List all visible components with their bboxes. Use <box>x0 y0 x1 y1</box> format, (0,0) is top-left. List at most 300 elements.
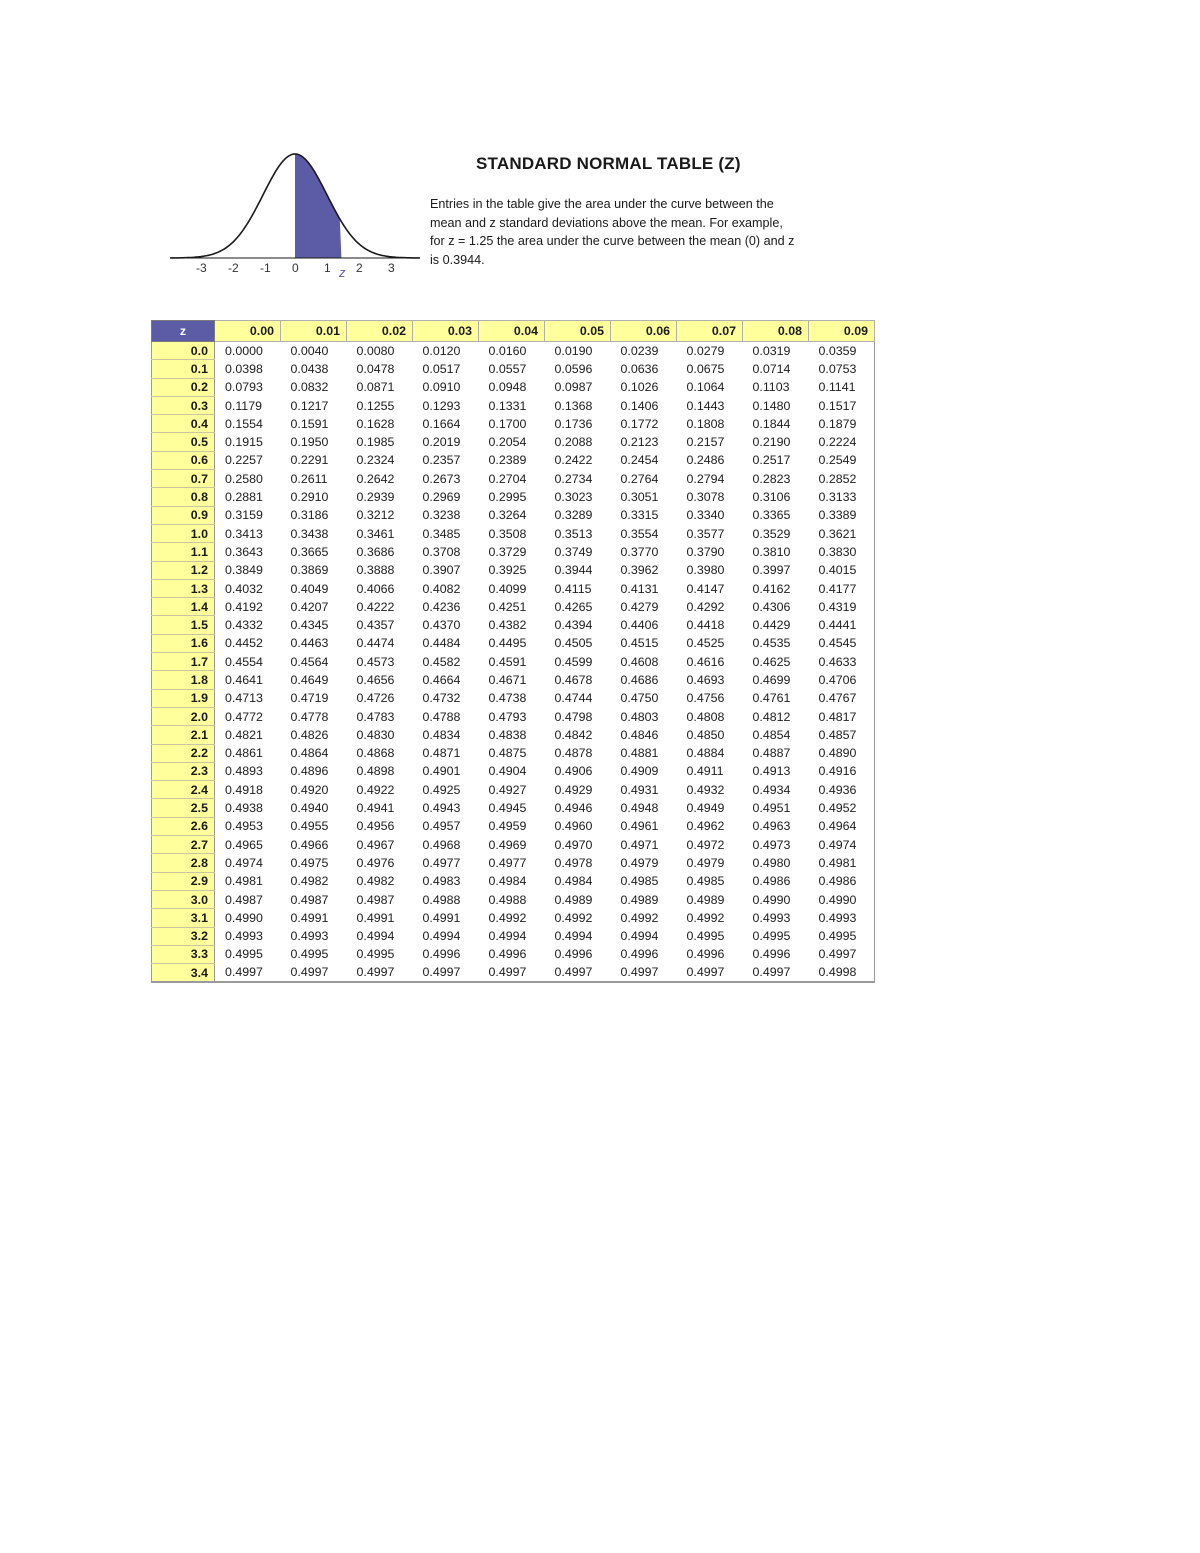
table-cell: 0.4545 <box>809 634 875 652</box>
table-cell: 0.1103 <box>752 380 790 395</box>
table-row <box>152 451 875 469</box>
table-cell: 0.4929 <box>554 782 593 797</box>
table-cell: 0.4750 <box>620 691 659 706</box>
table-row <box>152 671 875 689</box>
table-cell: 0.4505 <box>554 636 593 651</box>
table-cell: 0.4901 <box>422 764 461 779</box>
table-cell: 0.1591 <box>290 416 329 431</box>
table-cell: 0.3665 <box>290 544 329 559</box>
table-cell: 0.4881 <box>620 746 659 761</box>
table-cell: 0.2088 <box>554 435 593 450</box>
table-cell: 0.0000 <box>225 343 263 358</box>
table-cell: 0.1736 <box>554 416 593 431</box>
table-cell: 0.4706 <box>809 671 875 689</box>
table-cell: 0.4418 <box>686 618 725 633</box>
table-cell: 0.2123 <box>620 435 659 450</box>
table-cell: 0.0438 <box>290 361 329 376</box>
page-title: STANDARD NORMAL TABLE (Z) <box>476 154 741 173</box>
table-cell: 0.3413 <box>225 526 263 541</box>
table-cell: 0.4936 <box>809 781 875 799</box>
row-header-z: 2.1 <box>152 726 215 744</box>
table-cell: 0.4990 <box>752 892 791 907</box>
table-cell: 0.3159 <box>225 508 263 523</box>
table-cell: 0.3997 <box>752 563 791 578</box>
table-cell: 0.4946 <box>554 801 593 816</box>
table-cell: 0.4864 <box>290 746 329 761</box>
table-cell: 0.3315 <box>620 508 659 523</box>
table-cell: 0.4821 <box>225 727 263 742</box>
table-row <box>152 561 875 579</box>
table-cell: 0.4985 <box>686 874 725 889</box>
table-cell: 0.4554 <box>225 654 263 669</box>
table-cell: 0.4991 <box>290 910 329 925</box>
z-marker-label: z <box>339 265 346 278</box>
table-cell: 0.4913 <box>752 764 791 779</box>
table-cell: 0.0120 <box>422 343 461 358</box>
table-cell: 0.4761 <box>752 691 791 706</box>
table-cell: 0.2549 <box>809 451 875 469</box>
table-row <box>152 524 875 542</box>
table-cell: 0.4162 <box>752 581 791 596</box>
table-cell: 0.4918 <box>225 782 263 797</box>
table-cell: 0.4345 <box>290 618 329 633</box>
table-cell: 0.2224 <box>809 433 875 451</box>
table-cell: 0.0910 <box>422 380 461 395</box>
table-cell: 0.2486 <box>686 453 725 468</box>
axis-tick-label: 0 <box>292 261 299 275</box>
table-cell: 0.4993 <box>290 929 329 944</box>
column-header: 0.00 <box>215 321 281 342</box>
table-cell: 0.4382 <box>488 618 527 633</box>
table-cell: 0.4878 <box>554 746 593 761</box>
table-cell: 0.4898 <box>356 764 395 779</box>
table-cell: 0.4495 <box>488 636 527 651</box>
table-cell: 0.3051 <box>620 490 659 505</box>
table-cell: 0.4967 <box>356 837 395 852</box>
table-cell: 0.4991 <box>422 910 461 925</box>
table-cell: 0.4192 <box>225 599 263 614</box>
table-cell: 0.4292 <box>686 599 725 614</box>
table-cell: 0.1255 <box>356 398 395 413</box>
table-cell: 0.4893 <box>225 764 263 779</box>
table-cell: 0.3729 <box>488 544 527 559</box>
row-header-z: 3.3 <box>152 945 215 963</box>
row-header-z: 3.2 <box>152 927 215 945</box>
table-row <box>152 689 875 707</box>
table-cell: 0.4987 <box>225 892 263 907</box>
table-cell: 0.1808 <box>686 416 725 431</box>
table-cell: 0.3962 <box>620 563 659 578</box>
table-cell: 0.4625 <box>752 654 791 669</box>
table-cell: 0.4955 <box>290 819 329 834</box>
table-cell: 0.4974 <box>225 855 263 870</box>
row-header-z: 0.9 <box>152 506 215 524</box>
table-cell: 0.4265 <box>554 599 593 614</box>
table-cell: 0.3133 <box>809 488 875 506</box>
table-cell: 0.4989 <box>686 892 725 907</box>
table-cell: 0.4671 <box>488 672 527 687</box>
table-cell: 0.2704 <box>488 471 527 486</box>
table-cell: 0.3980 <box>686 563 725 578</box>
table-row <box>152 470 875 488</box>
table-cell: 0.4842 <box>554 727 593 742</box>
table-cell: 0.4949 <box>686 801 725 816</box>
table-cell: 0.4838 <box>488 727 527 742</box>
table-row <box>152 964 875 983</box>
row-header-z: 0.6 <box>152 451 215 469</box>
table-cell: 0.4429 <box>752 618 791 633</box>
table-cell: 0.3749 <box>554 544 593 559</box>
table-cell: 0.0160 <box>488 343 527 358</box>
table-cell: 0.2642 <box>356 471 395 486</box>
table-cell: 0.4608 <box>620 654 659 669</box>
table-row <box>152 799 875 817</box>
table-cell: 0.4994 <box>620 929 659 944</box>
table-cell: 0.0080 <box>356 343 395 358</box>
table-cell: 0.4962 <box>686 819 725 834</box>
row-header-z: 1.8 <box>152 671 215 689</box>
row-header-z: 0.3 <box>152 396 215 414</box>
table-cell: 0.1331 <box>488 398 527 413</box>
table-cell: 0.2422 <box>554 453 593 468</box>
table-row <box>152 616 875 634</box>
table-cell: 0.4977 <box>488 855 527 870</box>
table-cell: 0.4719 <box>290 691 329 706</box>
table-cell: 0.4846 <box>620 727 659 742</box>
table-cell: 0.4990 <box>809 890 875 908</box>
table-cell: 0.4131 <box>620 581 659 596</box>
table-cell: 0.1517 <box>809 396 875 414</box>
table-row <box>152 342 875 360</box>
table-cell: 0.4767 <box>809 689 875 707</box>
table-cell: 0.4871 <box>422 746 461 761</box>
table-cell: 0.0793 <box>225 380 263 395</box>
table-cell: 0.4983 <box>422 874 461 889</box>
table-cell: 0.0948 <box>488 380 527 395</box>
table-cell: 0.4997 <box>347 964 413 983</box>
table-cell: 0.4960 <box>554 819 593 834</box>
table-cell: 0.3238 <box>422 508 461 523</box>
table-cell: 0.4982 <box>356 874 395 889</box>
table-cell: 0.4854 <box>752 727 791 742</box>
table-cell: 0.3389 <box>809 506 875 524</box>
row-header-z: 0.1 <box>152 360 215 378</box>
column-header: 0.05 <box>545 321 611 342</box>
table-cell: 0.4713 <box>225 691 263 706</box>
table-cell: 0.1985 <box>356 435 395 450</box>
table-cell: 0.4032 <box>225 581 263 596</box>
table-description: Entries in the table give the area under the curve between the mean and z standard deviations above the mean. For example, for z = 1.25 the area under the curve between the mean (0) and z is 0.3944. <box>430 197 795 267</box>
table-cell: 0.2939 <box>356 490 395 505</box>
table-cell: 0.4979 <box>686 855 725 870</box>
table-cell: 0.3289 <box>554 508 593 523</box>
table-cell: 0.4699 <box>752 672 791 687</box>
table-cell: 0.4332 <box>225 618 263 633</box>
table-cell: 0.3513 <box>554 526 593 541</box>
table-cell: 0.0832 <box>290 380 329 395</box>
table-cell: 0.4887 <box>752 746 791 761</box>
axis-tick-label: 2 <box>356 261 363 275</box>
table-cell: 0.3708 <box>422 544 461 559</box>
table-cell: 0.3686 <box>356 544 395 559</box>
table-cell: 0.4997 <box>809 945 875 963</box>
table-cell: 0.4582 <box>422 654 461 669</box>
table-cell: 0.4979 <box>620 855 659 870</box>
table-cell: 0.4525 <box>686 636 725 651</box>
table-cell: 0.2019 <box>422 435 461 450</box>
table-cell: 0.4909 <box>620 764 659 779</box>
table-cell: 0.0279 <box>686 343 725 358</box>
table-cell: 0.0987 <box>554 380 593 395</box>
table-cell: 0.4953 <box>225 819 263 834</box>
shaded-area-under-curve <box>295 154 341 258</box>
table-cell: 0.4996 <box>422 947 461 962</box>
table-row <box>152 360 875 378</box>
table-cell: 0.4943 <box>422 801 461 816</box>
table-cell: 0.1844 <box>752 416 791 431</box>
table-cell: 0.1026 <box>620 380 659 395</box>
table-cell: 0.0478 <box>356 361 395 376</box>
table-cell: 0.3365 <box>752 508 791 523</box>
table-cell: 0.2852 <box>809 470 875 488</box>
table-cell: 0.4803 <box>620 709 659 724</box>
table-cell: 0.4969 <box>488 837 527 852</box>
table-row <box>152 488 875 506</box>
table-cell: 0.4082 <box>422 581 461 596</box>
table-cell: 0.4992 <box>620 910 659 925</box>
table-cell: 0.3944 <box>554 563 593 578</box>
table-cell: 0.2995 <box>488 490 527 505</box>
table-cell: 0.1368 <box>554 398 593 413</box>
table-cell: 0.4945 <box>488 801 527 816</box>
table-cell: 0.1179 <box>225 398 262 413</box>
z-table <box>151 320 875 983</box>
table-cell: 0.4959 <box>488 819 527 834</box>
table-cell: 0.4948 <box>620 801 659 816</box>
table-cell: 0.4978 <box>554 855 593 870</box>
column-header: 0.01 <box>281 321 347 342</box>
table-cell: 0.3830 <box>809 543 875 561</box>
row-header-z: 1.1 <box>152 543 215 561</box>
table-cell: 0.4994 <box>356 929 395 944</box>
table-cell: 0.4991 <box>356 910 395 925</box>
row-header-z: 2.3 <box>152 762 215 780</box>
table-cell: 0.4279 <box>620 599 659 614</box>
table-row <box>152 726 875 744</box>
row-header-z: 1.0 <box>152 524 215 542</box>
table-cell: 0.4834 <box>422 727 461 742</box>
table-row <box>152 543 875 561</box>
table-cell: 0.0871 <box>356 380 395 395</box>
table-cell: 0.0040 <box>290 343 329 358</box>
table-cell: 0.4931 <box>620 782 659 797</box>
table-cell: 0.4693 <box>686 672 725 687</box>
table-cell: 0.4922 <box>356 782 395 797</box>
table-cell: 0.4941 <box>356 801 395 816</box>
table-cell: 0.4850 <box>686 727 725 742</box>
table-cell: 0.4975 <box>290 855 329 870</box>
table-cell: 0.4961 <box>620 819 659 834</box>
table-cell: 0.4452 <box>225 636 263 651</box>
table-cell: 0.0636 <box>620 361 659 376</box>
row-header-z: 0.7 <box>152 470 215 488</box>
table-cell: 0.4744 <box>554 691 593 706</box>
table-cell: 0.2611 <box>290 471 328 486</box>
table-cell: 0.2517 <box>752 453 791 468</box>
table-cell: 0.4370 <box>422 618 461 633</box>
column-header: 0.09 <box>809 321 875 342</box>
table-cell: 0.4984 <box>488 874 527 889</box>
table-cell: 0.4997 <box>281 964 347 983</box>
table-cell: 0.3554 <box>620 526 659 541</box>
table-cell: 0.4906 <box>554 764 593 779</box>
table-row <box>152 396 875 414</box>
table-cell: 0.3485 <box>422 526 461 541</box>
column-header: 0.08 <box>743 321 809 342</box>
table-cell: 0.4973 <box>752 837 791 852</box>
table-cell: 0.4996 <box>686 947 725 962</box>
table-body <box>152 342 875 983</box>
table-cell: 0.4591 <box>488 654 527 669</box>
table-cell: 0.2190 <box>752 435 791 450</box>
row-header-z: 2.8 <box>152 854 215 872</box>
table-cell: 0.4222 <box>356 599 395 614</box>
table-cell: 0.2454 <box>620 453 659 468</box>
table-cell: 0.4932 <box>686 782 725 797</box>
axis-tick-label: -2 <box>228 261 239 275</box>
table-cell: 0.4994 <box>422 929 461 944</box>
table-cell: 0.4952 <box>809 799 875 817</box>
table-cell: 0.3461 <box>356 526 395 541</box>
table-cell: 0.4830 <box>356 727 395 742</box>
table-cell: 0.4987 <box>290 892 329 907</box>
table-cell: 0.3212 <box>356 508 395 523</box>
table-cell: 0.4997 <box>743 964 809 983</box>
table-cell: 0.3023 <box>554 490 593 505</box>
column-header: 0.03 <box>413 321 479 342</box>
table-cell: 0.0359 <box>809 342 875 360</box>
table-cell: 0.4875 <box>488 746 527 761</box>
table-cell: 0.4990 <box>225 910 263 925</box>
table-row <box>152 945 875 963</box>
table-cell: 0.0239 <box>620 343 659 358</box>
table-cell: 0.4957 <box>422 819 461 834</box>
table-cell: 0.1480 <box>752 398 791 413</box>
table-cell: 0.2580 <box>225 471 263 486</box>
table-cell: 0.3849 <box>225 563 263 578</box>
table-cell: 0.1950 <box>290 435 329 450</box>
row-header-z: 1.6 <box>152 634 215 652</box>
table-cell: 0.4817 <box>809 707 875 725</box>
table-cell: 0.4986 <box>752 874 791 889</box>
table-row <box>152 762 875 780</box>
table-cell: 0.4177 <box>809 579 875 597</box>
table-cell: 0.4015 <box>809 561 875 579</box>
table-cell: 0.3264 <box>488 508 527 523</box>
table-row <box>152 909 875 927</box>
row-header-z: 0.2 <box>152 378 215 396</box>
table-cell: 0.4981 <box>809 854 875 872</box>
table-cell: 0.3438 <box>290 526 329 541</box>
row-header-z: 1.4 <box>152 598 215 616</box>
axis-tick-label: -1 <box>260 261 271 275</box>
table-cell: 0.0398 <box>225 361 263 376</box>
row-header-z: 2.0 <box>152 707 215 725</box>
table-cell: 0.4066 <box>356 581 395 596</box>
table-cell: 0.4925 <box>422 782 461 797</box>
table-cell: 0.1406 <box>620 398 659 413</box>
table-cell: 0.3770 <box>620 544 659 559</box>
table-cell: 0.4664 <box>422 672 461 687</box>
table-cell: 0.2734 <box>554 471 593 486</box>
table-cell: 0.4968 <box>422 837 461 852</box>
table-cell: 0.4989 <box>620 892 659 907</box>
table-cell: 0.4812 <box>752 709 791 724</box>
table-cell: 0.4994 <box>554 929 593 944</box>
table-cell: 0.1554 <box>225 416 263 431</box>
row-header-z: 2.4 <box>152 781 215 799</box>
table-cell: 0.3810 <box>752 544 791 559</box>
table-row <box>152 817 875 835</box>
table-cell: 0.4535 <box>752 636 791 651</box>
table-row <box>152 506 875 524</box>
table-cell: 0.4319 <box>809 598 875 616</box>
column-header: 0.07 <box>677 321 743 342</box>
table-cell: 0.4656 <box>356 672 395 687</box>
table-cell: 0.3621 <box>809 524 875 542</box>
table-row <box>152 854 875 872</box>
table-cell: 0.4564 <box>290 654 329 669</box>
table-cell: 0.1217 <box>290 398 329 413</box>
table-cell: 0.4993 <box>225 929 263 944</box>
table-cell: 0.4678 <box>554 672 593 687</box>
table-cell: 0.1879 <box>809 415 875 433</box>
row-header-z: 3.0 <box>152 890 215 908</box>
table-cell: 0.4997 <box>215 964 281 983</box>
table-cell: 0.4916 <box>809 762 875 780</box>
row-header-z: 1.3 <box>152 579 215 597</box>
table-cell: 0.2324 <box>356 453 395 468</box>
table-cell: 0.4904 <box>488 764 527 779</box>
table-cell: 0.3643 <box>225 544 263 559</box>
table-cell: 0.4573 <box>356 654 395 669</box>
table-cell: 0.4970 <box>554 837 593 852</box>
table-row <box>152 433 875 451</box>
table-row <box>152 598 875 616</box>
table-cell: 0.4997 <box>611 964 677 983</box>
table-cell: 0.3078 <box>686 490 725 505</box>
table-row <box>152 579 875 597</box>
table-cell: 0.4985 <box>620 874 659 889</box>
table-cell: 0.4997 <box>545 964 611 983</box>
table-cell: 0.4995 <box>752 929 791 944</box>
row-header-z: 2.7 <box>152 836 215 854</box>
table-cell: 0.4357 <box>356 618 395 633</box>
table-cell: 0.4966 <box>290 837 329 852</box>
table-cell: 0.2054 <box>488 435 527 450</box>
table-cell: 0.4641 <box>225 672 263 687</box>
table-row <box>152 836 875 854</box>
table-cell: 0.4788 <box>422 709 461 724</box>
table-cell: 0.4772 <box>225 709 263 724</box>
table-cell: 0.4868 <box>356 746 395 761</box>
row-header-z: 1.5 <box>152 616 215 634</box>
table-cell: 0.4884 <box>686 746 725 761</box>
table-cell: 0.4934 <box>752 782 791 797</box>
table-cell: 0.4988 <box>422 892 461 907</box>
table-cell: 0.4406 <box>620 618 659 633</box>
row-header-z: 0.0 <box>152 342 215 360</box>
